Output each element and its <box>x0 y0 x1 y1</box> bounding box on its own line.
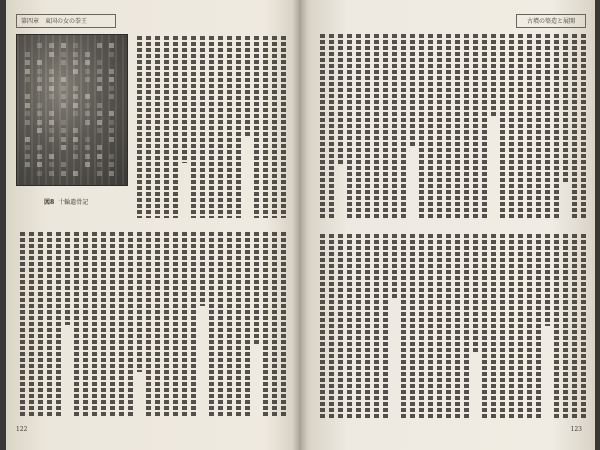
inscription-mark <box>73 52 78 57</box>
inscription-mark <box>61 137 66 142</box>
inscription-mark <box>109 154 114 159</box>
inscription-mark <box>49 120 54 125</box>
stone-inscription-photo <box>16 34 128 186</box>
inscription-mark <box>85 103 90 108</box>
text-column <box>254 36 259 218</box>
inscription-mark <box>97 120 102 125</box>
text-column <box>446 34 451 220</box>
inscription-mark <box>97 154 102 159</box>
text-column <box>500 34 505 220</box>
inscription-mark <box>73 128 78 133</box>
spine-shadow <box>292 0 308 450</box>
text-column <box>491 34 496 118</box>
text-column <box>473 34 478 220</box>
inscription-mark <box>61 52 66 57</box>
inscription-mark <box>49 69 54 74</box>
text-column <box>146 232 151 418</box>
text-column <box>182 36 187 163</box>
text-column <box>155 36 160 218</box>
inscription-mark <box>49 77 54 82</box>
text-column <box>137 36 142 218</box>
inscription-mark <box>25 120 30 125</box>
text-column <box>20 232 25 418</box>
inscription-mark <box>85 154 90 159</box>
inscription-mark <box>25 69 30 74</box>
text-column <box>182 232 187 418</box>
text-column <box>374 234 379 418</box>
text-column <box>545 34 550 220</box>
inscription-mark <box>97 162 102 167</box>
inscription-mark <box>37 120 42 125</box>
inscription-mark <box>61 86 66 91</box>
text-column <box>236 36 241 218</box>
text-column <box>137 232 142 372</box>
inscription-mark <box>85 111 90 116</box>
text-column <box>356 234 361 418</box>
text-column <box>173 232 178 418</box>
text-column <box>83 232 88 418</box>
text-column <box>581 34 586 220</box>
inscription-mark <box>109 171 114 176</box>
text-column <box>509 234 514 418</box>
inscription-mark <box>97 145 102 150</box>
inscription-mark <box>73 171 78 176</box>
inscription-mark <box>37 86 42 91</box>
text-column <box>263 36 268 218</box>
left-page-number: 122 <box>16 426 28 433</box>
text-column <box>218 36 223 218</box>
text-column <box>119 232 124 418</box>
inscription-mark <box>109 120 114 125</box>
text-column <box>320 34 325 220</box>
text-column <box>563 34 568 183</box>
inscription-mark <box>25 52 30 57</box>
left-running-head: 第四章 東国の女の拳王 <box>16 14 116 28</box>
text-column <box>545 234 550 326</box>
text-column <box>164 36 169 218</box>
text-column <box>272 36 277 218</box>
text-column <box>392 34 397 220</box>
text-column <box>374 34 379 220</box>
inscription-mark <box>73 94 78 99</box>
inscription-mark <box>109 69 114 74</box>
inscription-mark <box>49 94 54 99</box>
inscription-mark <box>97 171 102 176</box>
text-column <box>365 34 370 220</box>
text-column <box>518 34 523 220</box>
inscription-mark <box>73 60 78 65</box>
text-column <box>29 232 34 418</box>
text-column <box>281 232 286 418</box>
text-column <box>509 34 514 220</box>
inscription-mark <box>73 43 78 48</box>
text-column <box>437 34 442 220</box>
inscription-mark <box>37 111 42 116</box>
text-column <box>419 234 424 418</box>
inscription-mark <box>49 128 54 133</box>
figure-caption <box>44 197 88 206</box>
text-column <box>338 234 343 418</box>
inscription-mark <box>37 171 42 176</box>
inscription-mark <box>109 137 114 142</box>
text-column <box>281 36 286 218</box>
inscription-mark <box>25 77 30 82</box>
text-column <box>272 232 277 418</box>
text-column <box>500 234 505 418</box>
text-column <box>74 232 79 418</box>
text-column <box>536 34 541 220</box>
inscription-mark <box>73 103 78 108</box>
text-column <box>356 34 361 220</box>
text-column <box>455 34 460 220</box>
text-column <box>455 234 460 418</box>
inscription-mark <box>37 69 42 74</box>
right-running-head: 古墳の築造と展開 <box>516 14 586 28</box>
inscription-mark <box>85 69 90 74</box>
inscription-mark <box>37 77 42 82</box>
inscription-mark <box>73 86 78 91</box>
inscription-mark <box>49 171 54 176</box>
text-column <box>200 232 205 306</box>
inscription-mark <box>37 145 42 150</box>
inscription-mark <box>37 162 42 167</box>
inscription-mark <box>73 154 78 159</box>
text-column <box>482 234 487 418</box>
text-column <box>347 234 352 418</box>
inscription-mark <box>73 145 78 150</box>
inscription-mark <box>73 111 78 116</box>
text-column <box>200 36 205 218</box>
inscription-mark <box>73 69 78 74</box>
inscription-mark <box>49 137 54 142</box>
right-lower-text-block <box>316 234 586 418</box>
text-column <box>65 232 70 325</box>
text-column <box>419 34 424 220</box>
text-column <box>38 232 43 418</box>
inscription-mark <box>37 60 42 65</box>
right-page-number: 123 <box>570 426 582 433</box>
inscription-mark <box>97 43 102 48</box>
text-column <box>536 234 541 418</box>
text-column <box>110 232 115 418</box>
text-column <box>173 36 178 218</box>
inscription-mark <box>25 162 30 167</box>
left-page <box>0 0 298 450</box>
inscription-mark <box>49 154 54 159</box>
inscription-mark <box>61 94 66 99</box>
text-column <box>518 234 523 418</box>
text-column <box>146 36 151 218</box>
text-column <box>554 34 559 220</box>
inscription-mark <box>109 77 114 82</box>
text-column <box>227 232 232 418</box>
inscription-mark <box>97 77 102 82</box>
inscription-mark <box>61 162 66 167</box>
text-column <box>581 234 586 418</box>
text-column <box>491 234 496 418</box>
text-column <box>92 232 97 418</box>
inscription-mark <box>85 52 90 57</box>
inscription-mark <box>61 145 66 150</box>
text-column <box>527 34 532 220</box>
text-column <box>365 234 370 418</box>
text-column <box>410 234 415 418</box>
text-column <box>428 34 433 220</box>
text-column <box>464 34 469 220</box>
left-lower-text-block <box>16 232 286 418</box>
inscription-mark <box>25 137 30 142</box>
text-column <box>563 234 568 418</box>
text-column <box>209 232 214 418</box>
text-column <box>482 34 487 220</box>
text-column <box>383 34 388 220</box>
figure-caption-text: 十輪遺骨記 <box>58 199 89 206</box>
inscription-mark <box>97 103 102 108</box>
inscription-mark <box>109 128 114 133</box>
inscription-mark <box>37 128 42 133</box>
inscription-mark <box>61 77 66 82</box>
inscription-mark <box>25 154 30 159</box>
inscription-mark <box>85 145 90 150</box>
text-column <box>401 234 406 418</box>
inscription-mark <box>49 162 54 167</box>
text-column <box>572 234 577 418</box>
text-column <box>128 232 133 418</box>
text-column <box>236 232 241 418</box>
text-column <box>164 232 169 418</box>
text-column <box>245 232 250 418</box>
inscription-mark <box>25 111 30 116</box>
inscription-mark <box>97 69 102 74</box>
inscription-mark <box>61 103 66 108</box>
left-upper-text-block <box>134 36 286 218</box>
text-column <box>227 36 232 218</box>
text-column <box>245 36 250 136</box>
inscription-mark <box>85 94 90 99</box>
text-column <box>446 234 451 418</box>
text-column <box>401 34 406 220</box>
text-column <box>392 234 397 298</box>
inscription-mark <box>61 60 66 65</box>
inscription-mark <box>97 128 102 133</box>
text-column <box>329 34 334 220</box>
inscription-mark <box>49 43 54 48</box>
text-column <box>410 34 415 146</box>
inscription-mark <box>109 162 114 167</box>
text-column <box>347 34 352 220</box>
inscription-mark <box>97 86 102 91</box>
inscription-mark <box>61 128 66 133</box>
inscription-mark <box>25 103 30 108</box>
inscription-mark <box>109 52 114 57</box>
inscription-mark <box>85 77 90 82</box>
inscription-mark <box>49 52 54 57</box>
inscription-mark <box>85 162 90 167</box>
inscription-mark <box>61 120 66 125</box>
inscription-mark <box>25 145 30 150</box>
inscription-mark <box>73 137 78 142</box>
figure-caption-number: 図8 <box>44 199 55 206</box>
text-column <box>209 36 214 218</box>
text-column <box>572 34 577 220</box>
inscription-mark <box>97 60 102 65</box>
inscription-mark <box>97 111 102 116</box>
text-column <box>437 234 442 418</box>
inscription-mark <box>109 111 114 116</box>
inscription-mark <box>25 60 30 65</box>
inscription-mark <box>109 86 114 91</box>
inscription-mark <box>109 43 114 48</box>
text-column <box>218 232 223 418</box>
inscription-mark <box>49 86 54 91</box>
inscription-mark <box>49 111 54 116</box>
text-column <box>473 234 478 354</box>
inscription-mark <box>85 60 90 65</box>
text-column <box>383 234 388 418</box>
right-upper-text-block <box>316 34 586 220</box>
text-column <box>101 232 106 418</box>
inscription-mark <box>85 137 90 142</box>
inscription-mark <box>37 103 42 108</box>
text-column <box>191 36 196 218</box>
inscription-mark <box>61 171 66 176</box>
inscription-mark <box>109 94 114 99</box>
text-column <box>428 234 433 418</box>
inscription-mark <box>61 43 66 48</box>
text-column <box>191 232 196 418</box>
text-column <box>554 234 559 418</box>
text-column <box>56 232 61 418</box>
text-column <box>338 34 343 164</box>
inscription-mark <box>25 94 30 99</box>
text-column <box>47 232 52 418</box>
text-column <box>464 234 469 418</box>
text-column <box>263 232 268 418</box>
text-column <box>254 232 259 344</box>
inscription-mark <box>37 43 42 48</box>
text-column <box>320 234 325 418</box>
text-column <box>329 234 334 418</box>
inscription-mark <box>85 120 90 125</box>
right-page <box>302 0 600 450</box>
inscription-mark <box>37 154 42 159</box>
text-column <box>155 232 160 418</box>
text-column <box>527 234 532 418</box>
